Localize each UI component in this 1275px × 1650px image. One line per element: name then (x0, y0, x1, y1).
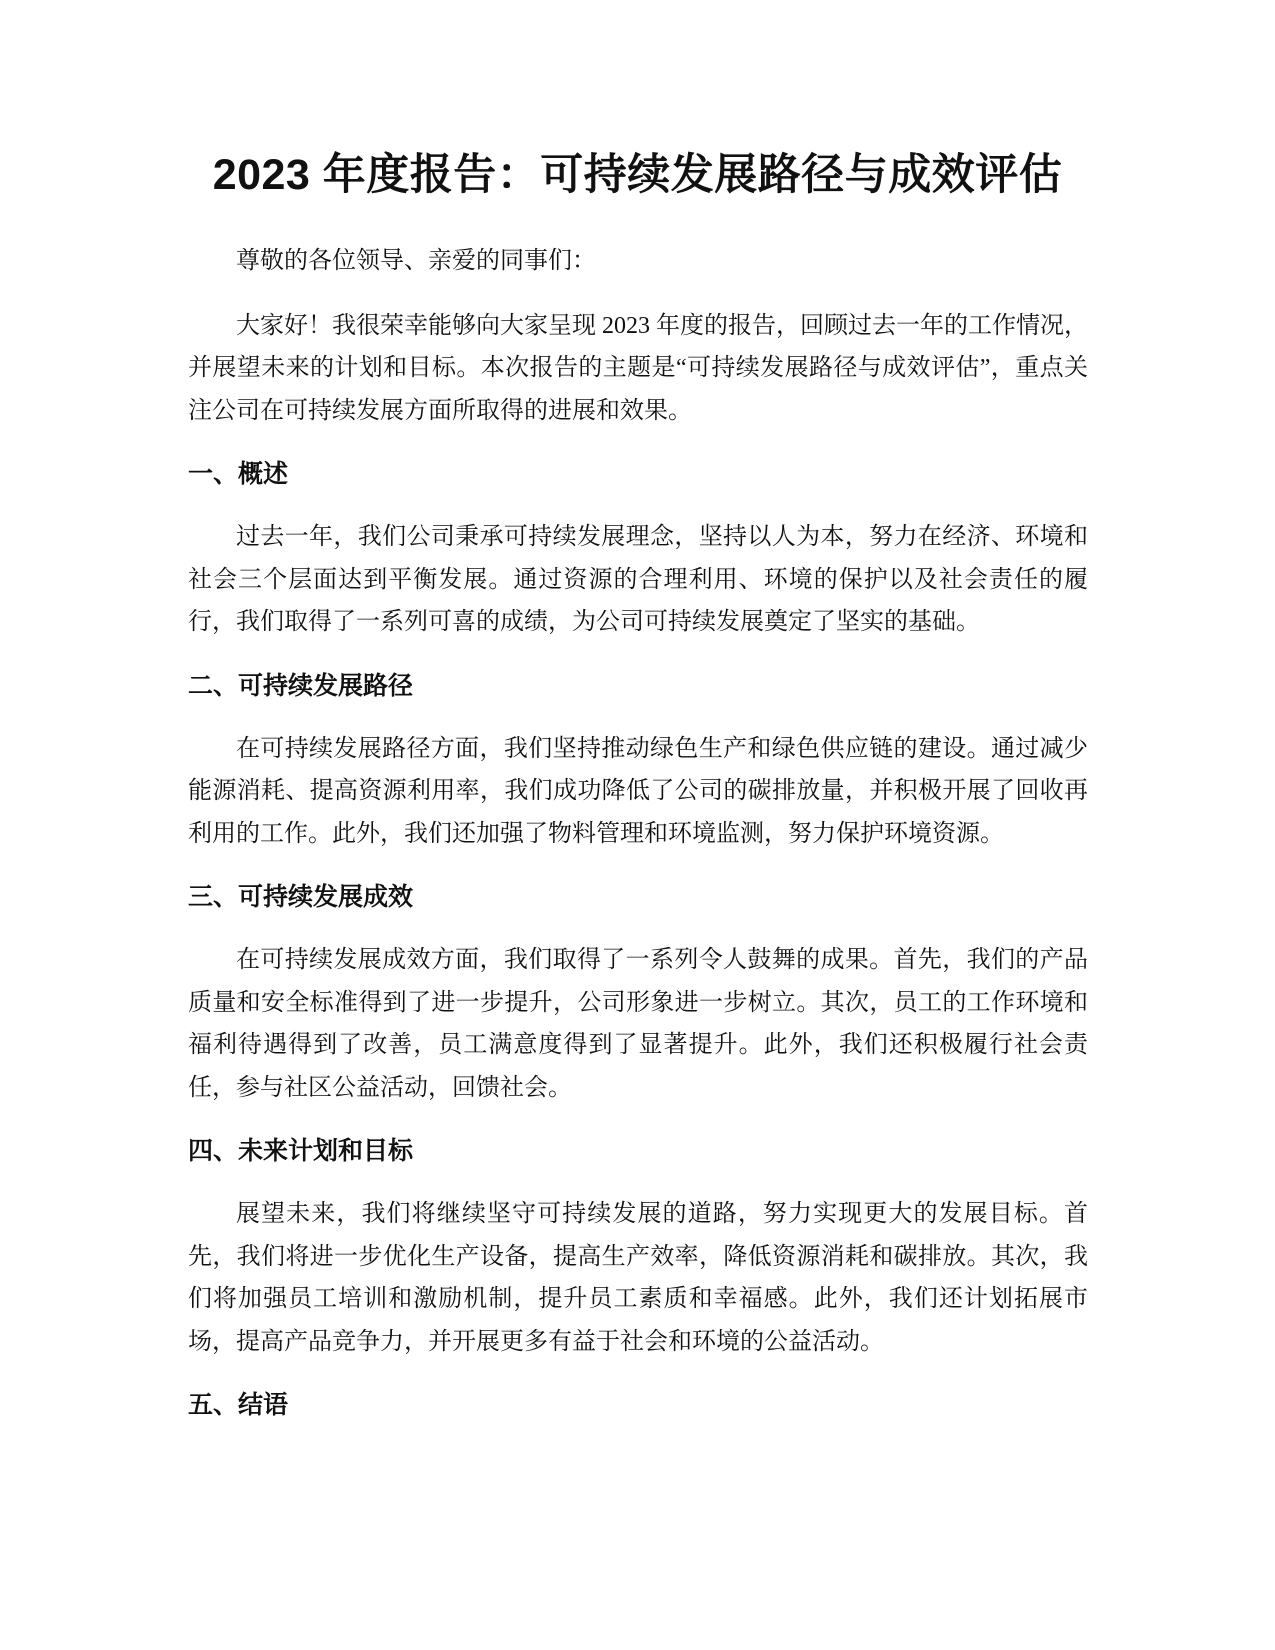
section-body-results: 在可持续发展成效方面，我们取得了一系列令人鼓舞的成果。首先，我们的产品质量和安全标准得到了进一步提升，公司形象进一步树立。其次，员工的工作环境和福利待遇得到了改善，员工满意度得到了显著提升。此外，我们还积极履行社会责任，参与社区公益活动，回馈社会。 (188, 947, 1088, 1101)
section-body-path: 在可持续发展路径方面，我们坚持推动绿色生产和绿色供应链的建设。通过减少能源消耗、提高资源利用率，我们成功降低了公司的碳排放量，并积极开展了回收再利用的工作。此外，我们还加强了物料管理和环境监测，努力保护环境资源。 (188, 735, 1088, 847)
section-heading-conclusion: 五、结语 (188, 1391, 289, 1419)
section-body-overview: 过去一年，我们公司秉承可持续发展理念，坚持以人为本，努力在经济、环境和社会三个层面达到平衡发展。通过资源的合理利用、环境的保护以及社会责任的履行，我们取得了一系列可喜的成绩，为公司可持续发展奠定了坚实的基础。 (188, 524, 1088, 635)
salutation: 尊敬的各位领导、亲爱的同事们： (236, 248, 596, 274)
document-title: 2023 年度报告：可持续发展路径与成效评估 (212, 151, 1063, 199)
section-heading-overview: 一、概述 (188, 460, 289, 488)
section-heading-future: 四、未来计划和目标 (188, 1137, 414, 1165)
section-heading-path: 二、可持续发展路径 (188, 671, 414, 700)
intro-paragraph: 大家好！我很荣幸能够向大家呈现 2023 年度的报告，回顾过去一年的工作情况，并展望未来的计划和目标。本次报告的主题是“可持续发展路径与成效评估”，重点关注公司在可持续发展方面所取得的进展和效果。 (188, 312, 1088, 424)
section-heading-results: 三、可持续发展成效 (188, 883, 414, 911)
section-body-future: 展望未来，我们将继续坚守可持续发展的道路，努力实现更大的发展目标。首先，我们将进一步优化生产设备，提高生产效率，降低资源消耗和碳排放。其次，我们将加强员工培训和激励机制，提升员工素质和幸福感。此外，我们还计划拓展市场，提高产品竞争力，并开展更多有益于社会和环境的公益活动。 (188, 1201, 1088, 1355)
document-body (188, 240, 1088, 1447)
